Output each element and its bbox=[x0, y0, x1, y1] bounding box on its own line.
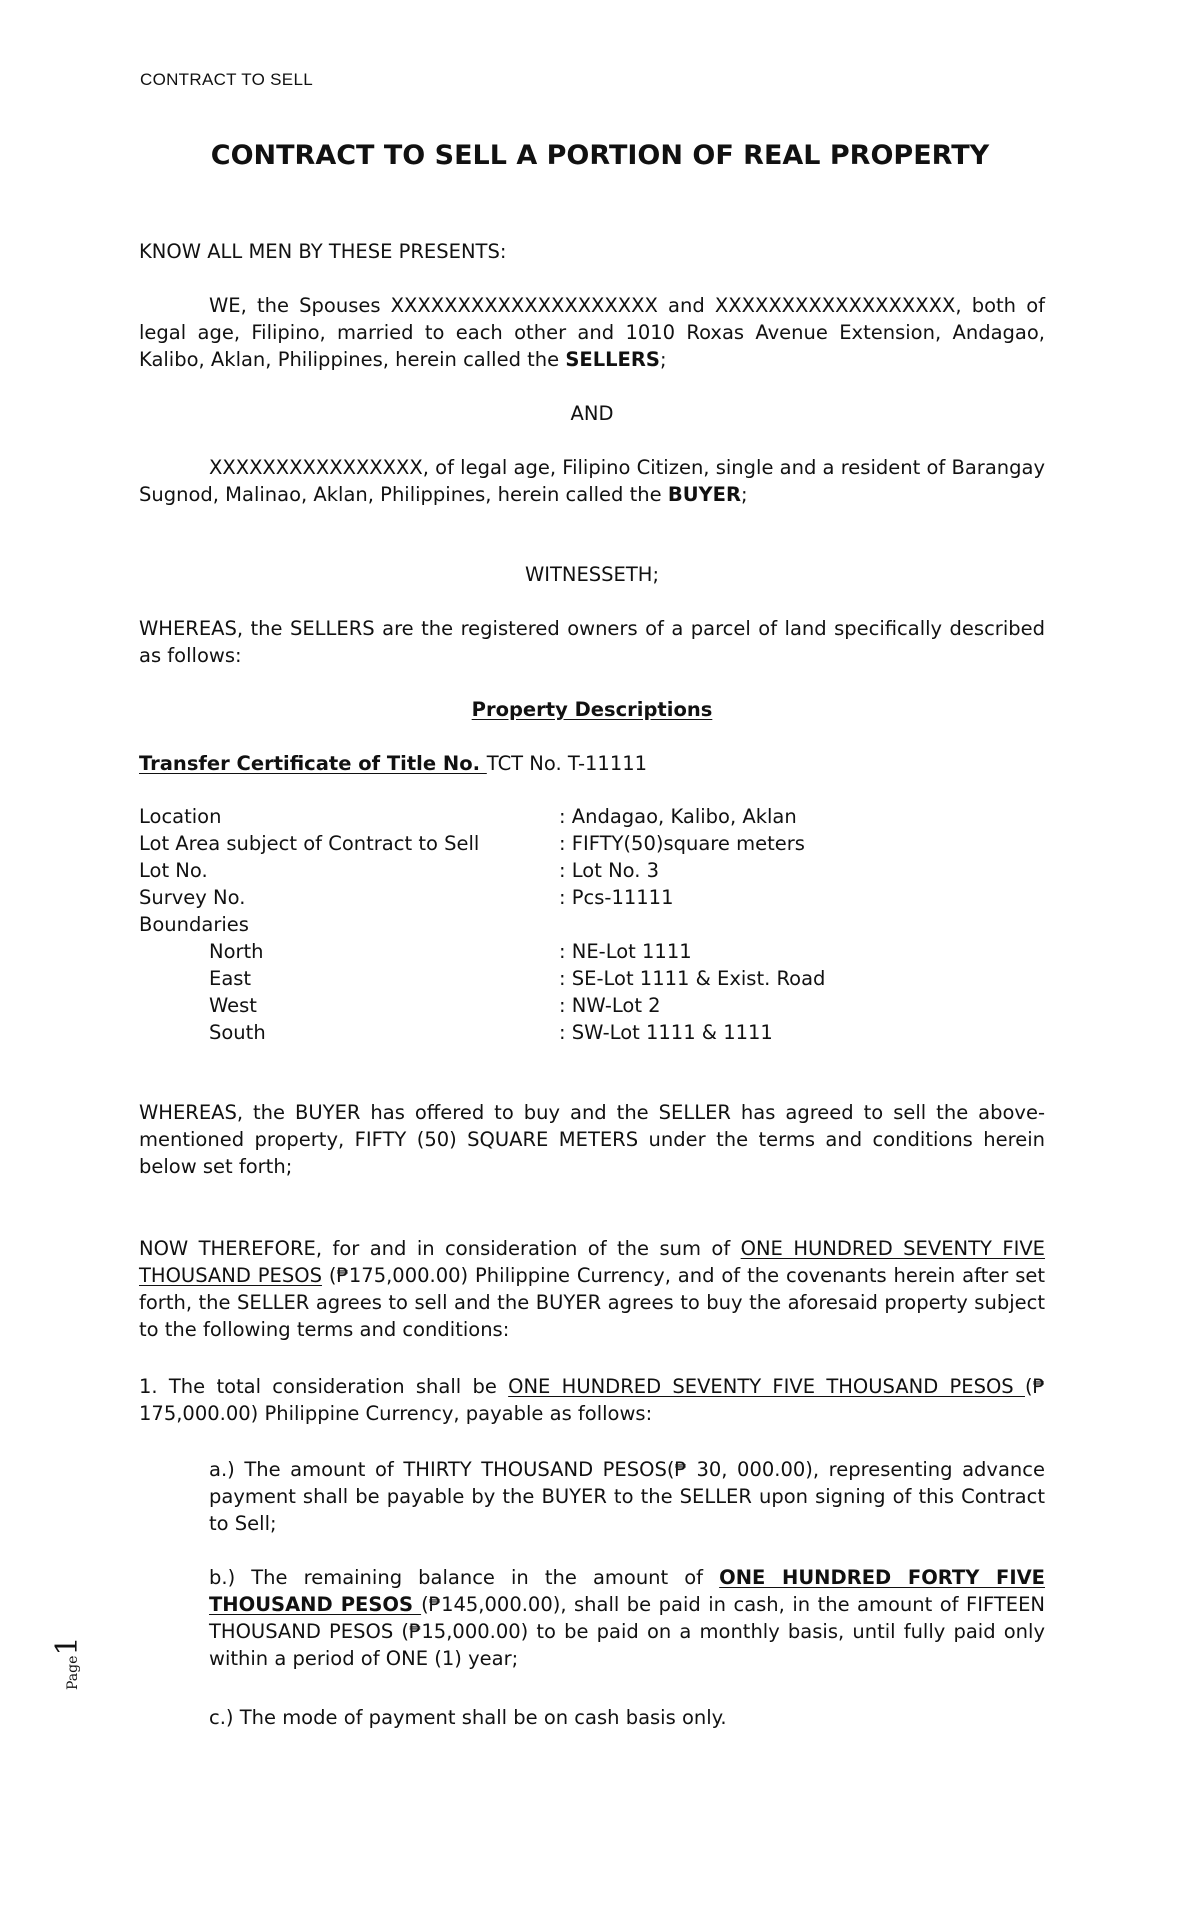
term-c: c.) The mode of payment shall be on cash basis only. bbox=[209, 1706, 727, 1729]
witnesseth-heading: WITNESSETH; bbox=[524, 563, 660, 586]
property-value: : Andagao, Kalibo, Aklan bbox=[559, 805, 797, 828]
tct-value: TCT No. T-11111 bbox=[486, 752, 648, 775]
property-value: : Lot No. 3 bbox=[559, 859, 660, 882]
tb-amount: ONE HUNDRED FORTY FIVE THOUSAND PESOS bbox=[209, 1566, 1045, 1616]
property-row bbox=[139, 938, 825, 965]
property-value: : Pcs-11111 bbox=[559, 886, 674, 909]
buyer-term: BUYER bbox=[667, 483, 741, 506]
tct-line bbox=[139, 750, 1045, 777]
t1-amount: ONE HUNDRED SEVENTY FIVE THOUSAND PESOS bbox=[508, 1375, 1025, 1398]
property-value: : SE-Lot 1111 & Exist. Road bbox=[559, 967, 826, 990]
running-header: CONTRACT TO SELL bbox=[140, 70, 313, 89]
tb-pre: b.) The remaining balance in the amount of bbox=[209, 1566, 720, 1589]
sellers-paragraph bbox=[139, 292, 1045, 373]
property-key: East bbox=[209, 967, 252, 990]
property-row bbox=[139, 803, 825, 830]
t1-pre: 1. The total consideration shall be bbox=[139, 1375, 509, 1398]
property-row bbox=[139, 911, 825, 938]
buyer-paragraph bbox=[139, 454, 1045, 508]
property-value: : SW-Lot 1111 & 1111 bbox=[559, 1021, 773, 1044]
property-row bbox=[139, 1019, 825, 1046]
term-b bbox=[209, 1564, 1045, 1672]
property-key: South bbox=[209, 1021, 266, 1044]
term-a: a.) The amount of THIRTY THOUSAND PESOS(₱ 30, 000.00), representing advance payment shall be payable by the BUYER to the SELLER upon signing of this Contract to Sell; bbox=[209, 1458, 1045, 1535]
page-word: Page bbox=[65, 1655, 81, 1690]
buyer-end: ; bbox=[741, 483, 748, 506]
property-key: Lot No. bbox=[139, 859, 208, 882]
property-row bbox=[139, 992, 825, 1019]
t1-post: (₱ 175,000.00) Philippine Currency, payable as follows: bbox=[139, 1375, 1045, 1425]
now-therefore-paragraph bbox=[139, 1235, 1045, 1343]
property-key: Boundaries bbox=[139, 913, 249, 936]
sellers-text: WE, the Spouses XXXXXXXXXXXXXXXXXXXX and XXXXXXXXXXXXXXXXXX, both of legal age, Filipino, married to each other and 1010 Roxas Avenue Extension, Andagao, Kalibo, Aklan, Philippines, herein called the bbox=[139, 294, 1045, 371]
property-key: West bbox=[209, 994, 257, 1017]
document-title: CONTRACT TO SELL A PORTION OF REAL PROPERTY bbox=[210, 140, 990, 171]
property-key: North bbox=[209, 940, 264, 963]
property-key: Lot Area subject of Contract to Sell bbox=[139, 832, 480, 855]
property-value: : FIFTY(50)square meters bbox=[559, 832, 805, 855]
nt-post: (₱175,000.00) Philippine Currency, and of the covenants herein after set forth, the SELLER agrees to sell and the BUYER agrees to buy the aforesaid property subject to the following terms and conditions: bbox=[139, 1264, 1045, 1341]
page-num: 1 bbox=[50, 1636, 85, 1656]
term-1 bbox=[139, 1373, 1045, 1427]
property-value: : NW-Lot 2 bbox=[559, 994, 661, 1017]
property-value: : NE-Lot 1111 bbox=[559, 940, 692, 963]
property-row bbox=[139, 884, 825, 911]
nt-amount: ONE HUNDRED SEVENTY FIVE THOUSAND PESOS bbox=[139, 1237, 1046, 1287]
property-row bbox=[139, 857, 825, 884]
property-heading bbox=[139, 696, 1045, 723]
buyer-text: XXXXXXXXXXXXXXXX, of legal age, Filipino Citizen, single and a resident of Barangay Sugnod, Malinao, Aklan, Philippines, herein called the bbox=[139, 456, 1045, 506]
page-number bbox=[50, 1637, 85, 1690]
and-separator: AND bbox=[570, 402, 614, 425]
property-table bbox=[139, 803, 1045, 1046]
sellers-term: SELLERS bbox=[565, 348, 660, 371]
property-value bbox=[559, 911, 825, 938]
tb-post: (₱145,000.00), shall be paid in cash, in the amount of FIFTEEN THOUSAND PESOS (₱15,000.00) to be paid on a monthly basis, until fully paid only within a period of ONE (1) year; bbox=[209, 1593, 1045, 1670]
whereas-offer: WHEREAS, the BUYER has offered to buy and the SELLER has agreed to sell the above-mentioned property, FIFTY (50) SQUARE METERS under the terms and conditions herein below set forth; bbox=[139, 1101, 1045, 1178]
whereas-owners: WHEREAS, the SELLERS are the registered owners of a parcel of land specifically described as follows: bbox=[139, 617, 1045, 667]
property-row bbox=[139, 965, 825, 992]
property-key: Location bbox=[139, 805, 222, 828]
nt-pre: NOW THEREFORE, for and in consideration of the sum of bbox=[139, 1237, 741, 1260]
sellers-end: ; bbox=[659, 348, 667, 371]
property-row bbox=[139, 830, 825, 857]
tct-label: Transfer Certificate of Title No. bbox=[139, 752, 487, 775]
property-key: Survey No. bbox=[139, 886, 246, 909]
intro-line: KNOW ALL MEN BY THESE PRESENTS: bbox=[139, 240, 507, 263]
property-heading-text: Property Descriptions bbox=[471, 698, 713, 721]
